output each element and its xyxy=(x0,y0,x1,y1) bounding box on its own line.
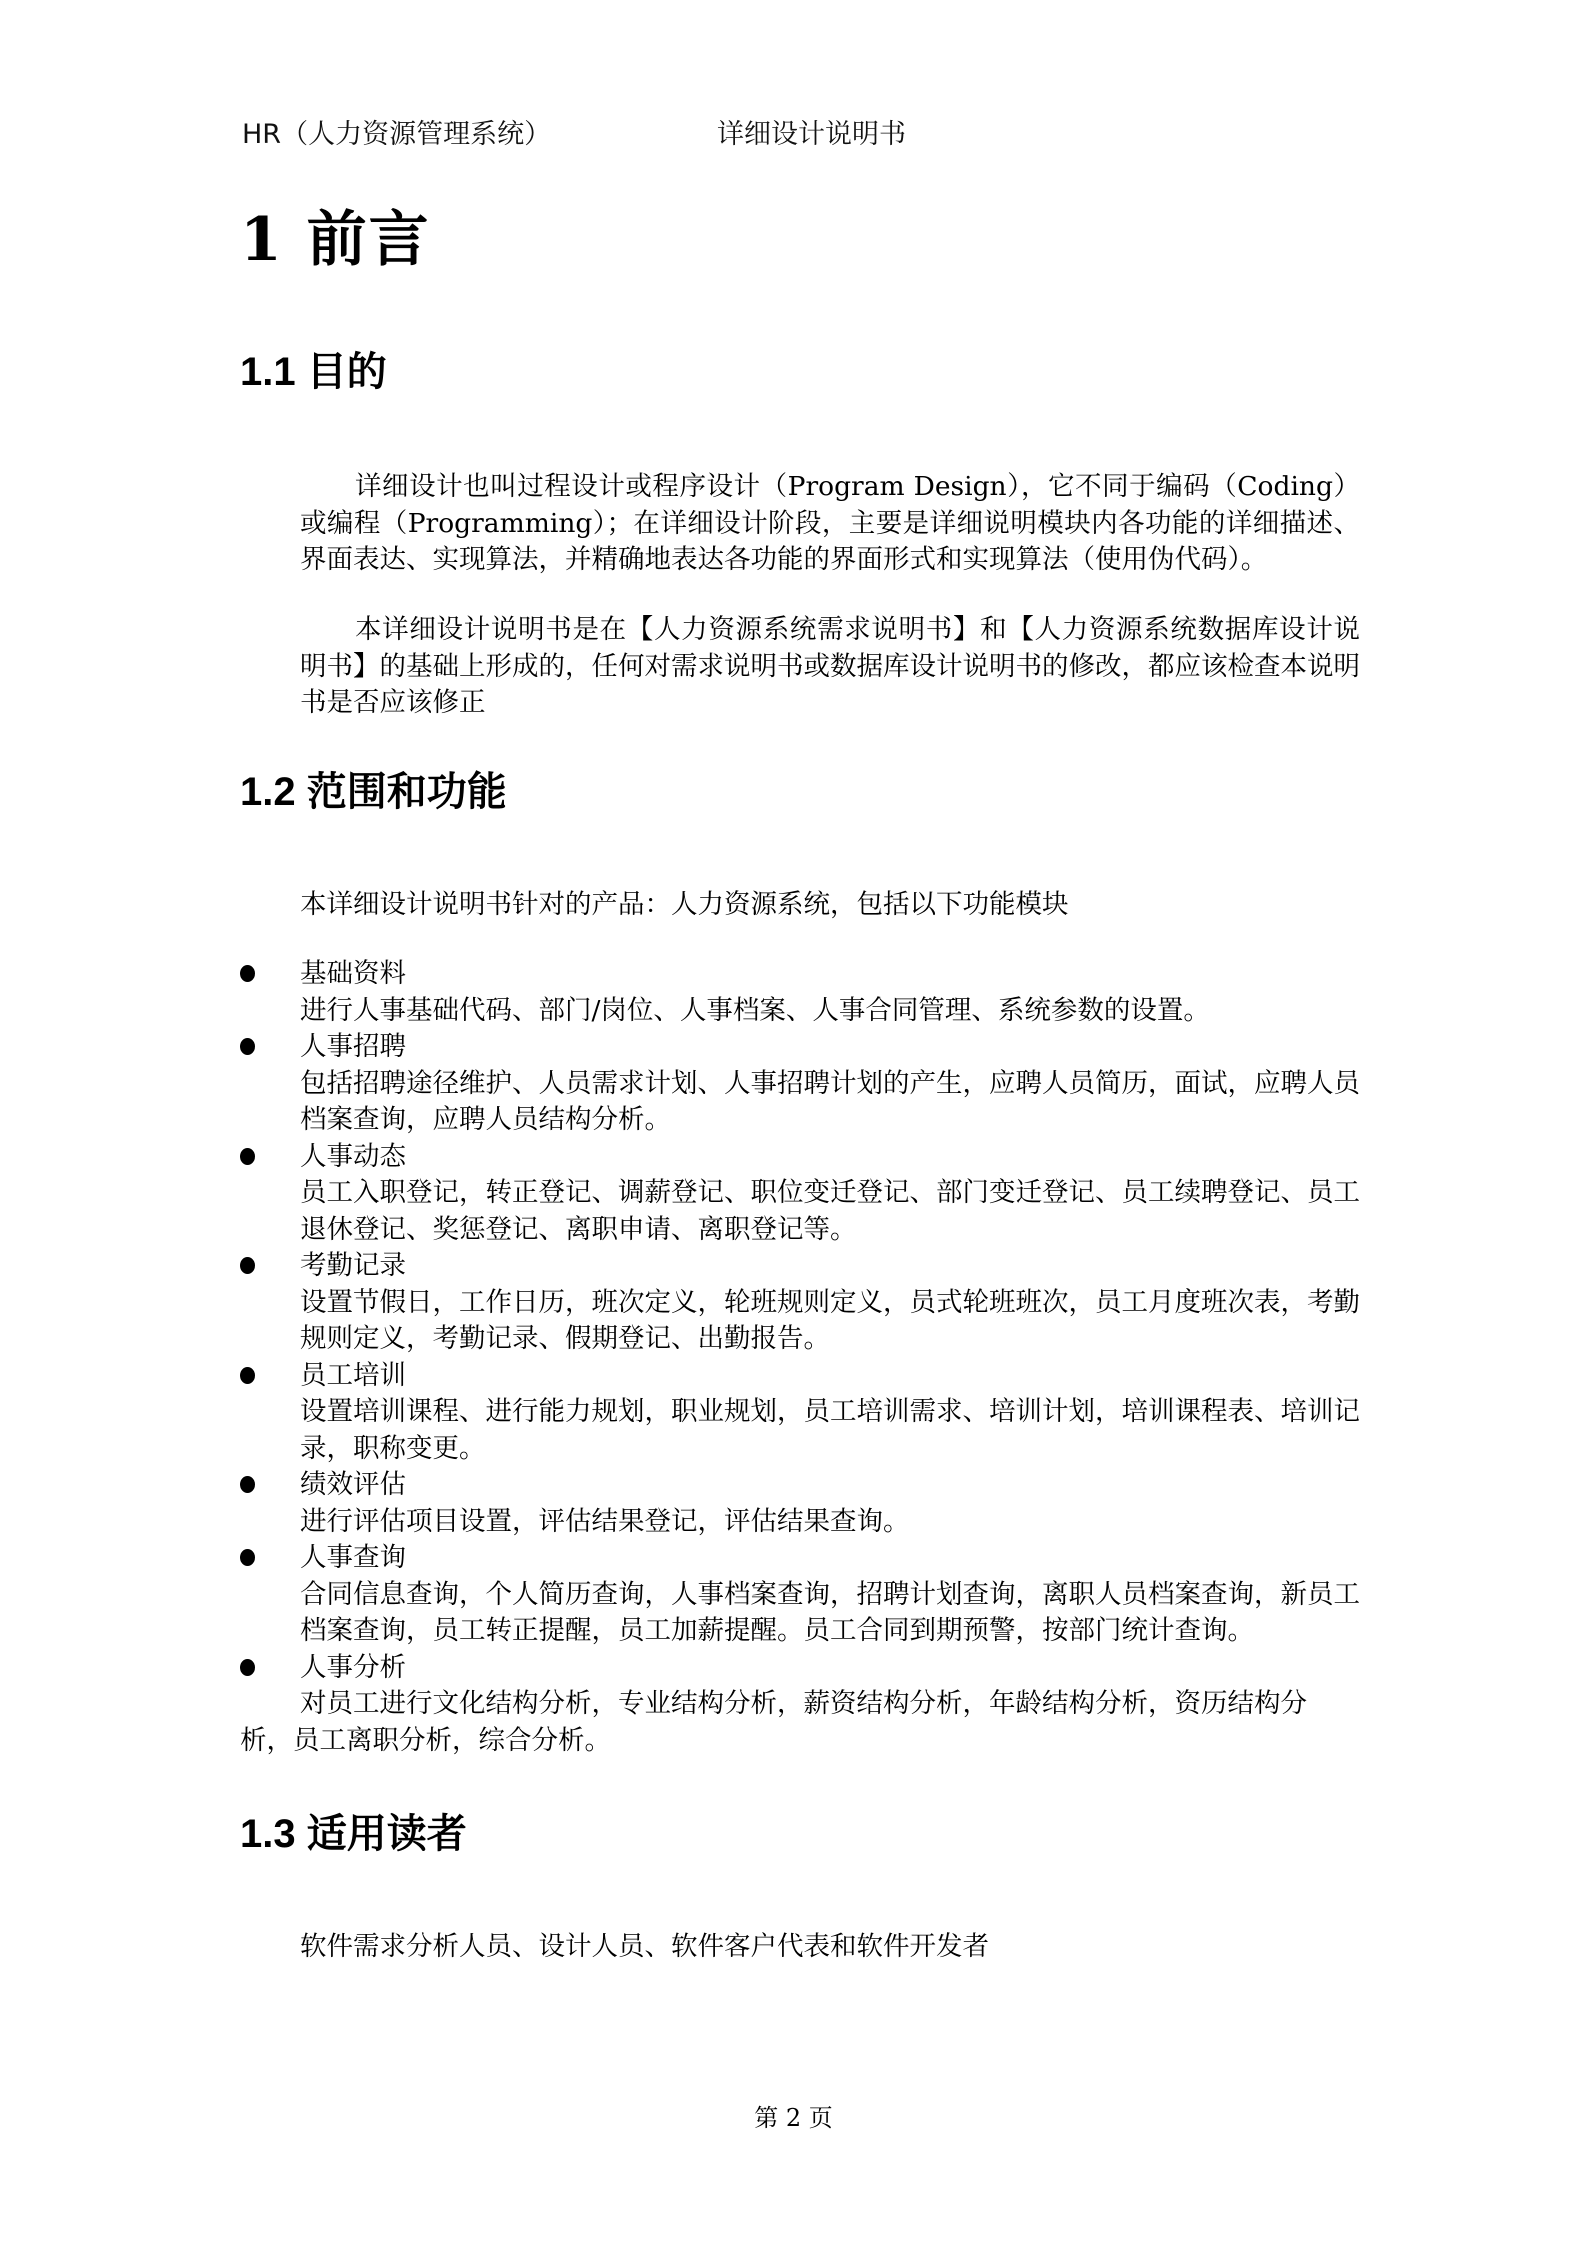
module-desc: 设置节假日，工作日历，班次定义，轮班规则定义，员式轮班班次，员工月度班次表，考勤规则定义，考勤记录、假期登记、出勤报告。 xyxy=(300,1286,1360,1354)
module-desc-line-1: 对员工进行文化结构分析，专业结构分析，薪资结构分析，年龄结构分析，资历结构分 xyxy=(300,1688,1307,1719)
page-number: 第 2 页 xyxy=(754,2104,833,2132)
module-item xyxy=(240,1650,1360,1760)
module-item xyxy=(240,1540,1360,1650)
module-item xyxy=(240,1358,1360,1468)
module-desc: 进行评估项目设置，评估结果登记，评估结果查询。 xyxy=(300,1505,910,1537)
header-doc-title: 详细设计说明书 xyxy=(717,119,906,150)
module-name: 绩效评估 xyxy=(300,1469,406,1500)
module-name: 员工培训 xyxy=(300,1359,406,1391)
module-name: 基础资料 xyxy=(300,958,406,989)
module-list xyxy=(240,956,1360,1759)
section-title-scope: 1.2 范围和功能 xyxy=(240,770,507,814)
module-desc: 设置培训课程、进行能力规划，职业规划，员工培训需求、培训计划，培训课程表、培训记录，职称变更。 xyxy=(300,1396,1360,1464)
bullet-icon xyxy=(240,1476,255,1493)
module-desc-line-2: 析，员工离职分析，综合分析。 xyxy=(240,1724,611,1756)
bullet-icon xyxy=(240,965,255,982)
module-desc: 员工入职登记，转正登记、调薪登记、职位变迁登记、部门变迁登记、员工续聘登记、员工退休登记、奖惩登记、离职申请、离职登记等。 xyxy=(300,1177,1360,1245)
module-name: 人事分析 xyxy=(300,1651,406,1683)
module-item xyxy=(240,1139,1360,1249)
chapter-title: 1 前言 xyxy=(240,205,431,275)
section-title-readers: 1.3 适用读者 xyxy=(240,1812,467,1856)
header-system-name: HR（人力资源管理系统） xyxy=(242,119,552,150)
bullet-icon xyxy=(240,1659,255,1676)
bullet-icon xyxy=(240,1038,255,1055)
module-item xyxy=(240,956,1360,1029)
section-title-purpose: 1.1 目的 xyxy=(240,350,387,394)
purpose-paragraph-2: 本详细设计说明书是在【人力资源系统需求说明书】和【人力资源系统数据库设计说明书】的基础上形成的，任何对需求说明书或数据库设计说明书的修改，都应该检查本说明书是否应该修正 xyxy=(300,614,1360,718)
module-name: 人事招聘 xyxy=(300,1031,406,1062)
module-name: 考勤记录 xyxy=(300,1250,406,1281)
module-item xyxy=(240,1248,1360,1358)
bullet-icon xyxy=(240,1549,255,1566)
bullet-icon xyxy=(240,1148,255,1165)
module-name: 人事查询 xyxy=(300,1542,406,1573)
module-item xyxy=(240,1467,1360,1540)
module-desc: 包括招聘途径维护、人员需求计划、人事招聘计划的产生，应聘人员简历，面试，应聘人员档案查询，应聘人员结构分析。 xyxy=(300,1067,1360,1135)
module-desc: 合同信息查询，个人简历查询，人事档案查询，招聘计划查询，离职人员档案查询，新员工档案查询，员工转正提醒，员工加薪提醒。员工合同到期预警，按部门统计查询。 xyxy=(300,1578,1360,1646)
module-name: 人事动态 xyxy=(300,1140,406,1172)
scope-intro: 本详细设计说明书针对的产品：人力资源系统，包括以下功能模块 xyxy=(300,889,1069,920)
bullet-icon xyxy=(240,1257,255,1274)
module-item xyxy=(240,1029,1360,1139)
readers-paragraph: 软件需求分析人员、设计人员、软件客户代表和软件开发者 xyxy=(300,1931,989,1962)
bullet-icon xyxy=(240,1367,255,1384)
purpose-paragraph-1: 详细设计也叫过程设计或程序设计（Program Design），它不同于编码（Coding）或编程（Programming）；在详细设计阶段，主要是详细说明模块内各功能的详细描述、界面表达、实现算法，并精确地表达各功能的界面形式和实现算法（使用伪代码）。 xyxy=(300,471,1360,575)
module-desc: 进行人事基础代码、部门/岗位、人事档案、人事合同管理、系统参数的设置。 xyxy=(300,994,1210,1026)
